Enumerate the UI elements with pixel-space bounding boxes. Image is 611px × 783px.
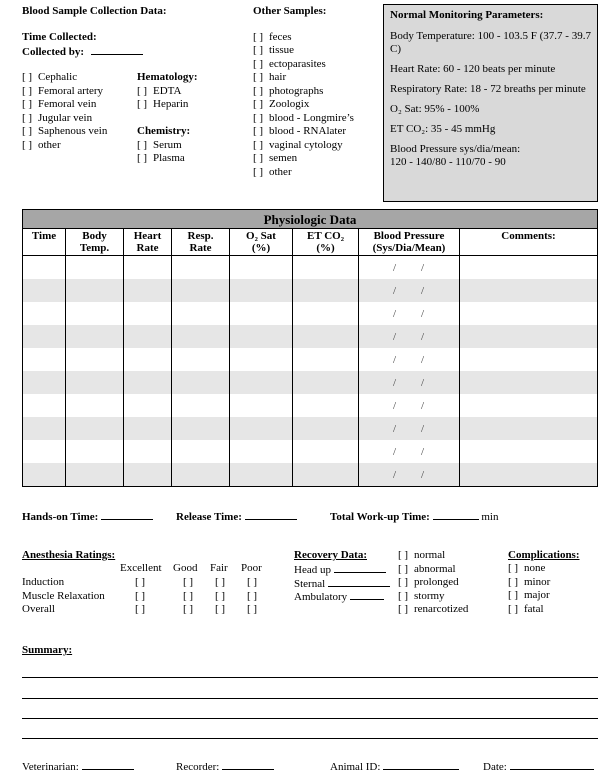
checkbox[interactable]: [ ]	[22, 125, 33, 137]
checkbox[interactable]: [ ]	[247, 589, 258, 602]
checkbox[interactable]: [ ]	[135, 576, 146, 588]
table-cell[interactable]	[124, 348, 172, 371]
monitoring-parameters-box	[383, 4, 598, 202]
table-cell[interactable]	[460, 325, 598, 348]
checkbox[interactable]: [ ]	[253, 31, 264, 43]
table-cell[interactable]	[23, 371, 66, 394]
hands-on-time-field[interactable]: Hands-on Time:	[22, 509, 153, 524]
table-cell[interactable]	[230, 302, 293, 325]
table-cell[interactable]	[124, 417, 172, 440]
table-cell[interactable]	[359, 440, 460, 463]
other-samples-title: Other Samples:	[253, 5, 327, 17]
table-cell[interactable]	[66, 256, 124, 280]
table-cell[interactable]	[230, 394, 293, 417]
table-cell[interactable]	[359, 302, 460, 325]
bp-separator: /	[421, 422, 426, 435]
recovery-option[interactable]: [ ] prolonged	[398, 576, 459, 588]
checkbox[interactable]: [ ]	[135, 589, 146, 602]
table-cell[interactable]	[66, 417, 124, 440]
table-row	[23, 279, 598, 302]
collected-by-label: Collected by:	[22, 46, 85, 58]
summary-line[interactable]	[22, 718, 598, 719]
collected-by-blank[interactable]	[91, 44, 143, 55]
scale-poor: Poor	[241, 562, 262, 574]
table-cell[interactable]	[172, 302, 230, 325]
table-cell[interactable]	[172, 348, 230, 371]
recovery-blank[interactable]	[350, 589, 384, 600]
table-cell[interactable]	[172, 463, 230, 487]
table-cell[interactable]	[359, 463, 460, 487]
recovery-option[interactable]: [ ] normal	[398, 549, 446, 561]
other-sample-item[interactable]: [ ] hair	[253, 71, 287, 83]
table-cell[interactable]	[230, 256, 293, 280]
anesthesia-row-label: Muscle Relaxation	[22, 589, 105, 602]
bp-separator: /	[392, 284, 397, 297]
table-cell[interactable]	[124, 302, 172, 325]
table-cell[interactable]	[23, 463, 66, 487]
table-cell[interactable]	[124, 371, 172, 394]
checkbox[interactable]: [ ]	[247, 576, 258, 588]
bp-separator: /	[392, 261, 397, 274]
site-item[interactable]: [ ] Femoral artery	[22, 85, 104, 97]
table-cell[interactable]	[460, 463, 598, 487]
table-cell[interactable]	[359, 371, 460, 394]
table-cell[interactable]	[359, 348, 460, 371]
table-row	[23, 394, 598, 417]
summary-line[interactable]	[22, 698, 598, 699]
checkbox[interactable]: [ ]	[398, 589, 409, 602]
other-sample-item[interactable]: [ ] feces	[253, 31, 292, 43]
checkbox[interactable]: [ ]	[137, 98, 148, 110]
table-cell[interactable]	[66, 394, 124, 417]
bp-separator: /	[421, 376, 426, 389]
bp-separator: /	[421, 445, 426, 458]
checkbox[interactable]: [ ]	[22, 85, 33, 97]
col-etco2: ET CO₂ (%)	[293, 229, 359, 256]
table-cell[interactable]	[66, 279, 124, 302]
checkbox[interactable]: [ ]	[253, 85, 264, 97]
bp-separator: /	[392, 445, 397, 458]
col-heart-rate: Heart Rate	[124, 229, 172, 256]
checkbox[interactable]: [ ]	[253, 139, 264, 151]
table-cell[interactable]	[293, 371, 359, 394]
bp-label: Blood Pressure sys/dia/mean:	[390, 143, 521, 155]
table-cell[interactable]	[23, 348, 66, 371]
table-cell[interactable]	[293, 279, 359, 302]
other-sample-item[interactable]: [ ] Zoologix	[253, 98, 310, 110]
checkbox[interactable]: [ ]	[508, 602, 519, 615]
bp-separator: /	[392, 353, 397, 366]
checkbox[interactable]: [ ]	[22, 139, 33, 151]
other-sample-item[interactable]: [ ] other	[253, 166, 292, 178]
site-item[interactable]: [ ] Cephalic	[22, 71, 78, 83]
table-cell[interactable]	[172, 256, 230, 280]
table-cell[interactable]	[172, 394, 230, 417]
col-resp-rate: Resp. Rate	[172, 229, 230, 256]
hands-on-blank[interactable]	[101, 509, 153, 520]
animal-id-field[interactable]: Animal ID:	[330, 759, 459, 774]
col-body-temp: Body Temp.	[66, 229, 124, 256]
table-cell[interactable]	[359, 279, 460, 302]
checkbox[interactable]: [ ]	[253, 71, 264, 83]
table-row	[23, 440, 598, 463]
other-sample-item[interactable]: [ ] tissue	[253, 44, 295, 56]
table-cell[interactable]	[23, 256, 66, 280]
checkbox[interactable]: [ ]	[398, 549, 409, 561]
col-time: Time	[23, 229, 66, 256]
chemistry-item[interactable]: [ ] Plasma	[137, 152, 185, 164]
table-cell[interactable]	[23, 417, 66, 440]
chemistry-title: Chemistry:	[137, 125, 191, 137]
other-sample-item[interactable]: [ ] blood - RNAlater	[253, 125, 346, 137]
checkbox[interactable]: [ ]	[253, 44, 264, 56]
bp-value: 120 - 140/80 - 110/70 - 90	[390, 156, 506, 168]
checkbox[interactable]: [ ]	[137, 152, 148, 164]
site-item[interactable]: [ ] other	[22, 139, 61, 151]
table-cell[interactable]	[66, 371, 124, 394]
col-blood-pressure: Blood Pressure (Sys/Dia/Mean)	[359, 229, 460, 256]
release-blank[interactable]	[245, 509, 297, 520]
recovery-option[interactable]: [ ] abnormal	[398, 562, 456, 575]
table-row	[23, 348, 598, 371]
time-collected-label: Time Collected:	[22, 31, 97, 43]
table-cell[interactable]	[293, 394, 359, 417]
table-cell[interactable]	[23, 394, 66, 417]
other-sample-item[interactable]: [ ] blood - Longmire’s	[253, 112, 354, 124]
table-cell[interactable]	[359, 256, 460, 280]
bp-separator: /	[392, 468, 397, 481]
table-cell[interactable]	[66, 348, 124, 371]
checkbox[interactable]: [ ]	[22, 112, 33, 124]
checkbox[interactable]: [ ]	[398, 562, 409, 575]
col-comments: Comments:	[460, 229, 598, 256]
table-cell[interactable]	[359, 417, 460, 440]
table-cell[interactable]	[66, 440, 124, 463]
table-cell[interactable]	[66, 325, 124, 348]
collected-by-field[interactable]	[22, 44, 143, 59]
recovery-row[interactable]: Sternal	[294, 576, 390, 591]
other-sample-item[interactable]: [ ] ectoparasites	[253, 58, 326, 70]
table-cell[interactable]	[23, 325, 66, 348]
checkbox[interactable]: [ ]	[508, 575, 519, 588]
site-item[interactable]: [ ] Saphenous vein	[22, 125, 108, 137]
bp-range	[390, 143, 591, 169]
recovery-title: Recovery Data:	[294, 549, 367, 561]
checkbox[interactable]: [ ]	[398, 576, 409, 588]
scale-fair: Fair	[210, 562, 228, 574]
chemistry-item[interactable]: [ ] Serum	[137, 139, 182, 151]
checkbox[interactable]: [ ]	[247, 603, 258, 615]
checkbox[interactable]: [ ]	[253, 166, 264, 178]
table-cell[interactable]	[293, 348, 359, 371]
bp-separator: /	[421, 399, 426, 412]
table-cell[interactable]	[23, 440, 66, 463]
site-item[interactable]: [ ] Jugular vein	[22, 112, 93, 124]
table-cell[interactable]	[460, 348, 598, 371]
complication-option[interactable]: [ ] fatal	[508, 602, 544, 615]
complication-option[interactable]: [ ] none	[508, 562, 546, 574]
heart-rate-range: Heart Rate: 60 - 120 beats per minute	[390, 63, 556, 75]
bp-separator: /	[421, 468, 426, 481]
table-cell[interactable]	[460, 417, 598, 440]
table-cell[interactable]	[124, 463, 172, 487]
summary-line[interactable]	[22, 738, 598, 739]
site-item[interactable]: [ ] Femoral vein	[22, 98, 97, 110]
recorder-blank[interactable]	[222, 759, 274, 770]
table-cell[interactable]	[23, 279, 66, 302]
col-o2-sat: O₂ Sat (%)	[230, 229, 293, 256]
bp-separator: /	[421, 330, 426, 343]
blood-sample-title: Blood Sample Collection Data:	[22, 5, 167, 17]
bp-separator: /	[421, 307, 426, 320]
checkbox[interactable]: [ ]	[183, 603, 194, 615]
table-cell[interactable]	[124, 256, 172, 280]
anesthesia-title: Anesthesia Ratings:	[22, 549, 116, 561]
table-cell[interactable]	[124, 325, 172, 348]
checkbox[interactable]: [ ]	[215, 603, 226, 615]
bp-separator: /	[421, 353, 426, 366]
checkbox[interactable]: [ ]	[508, 562, 519, 574]
recovery-row[interactable]: Head up	[294, 562, 386, 577]
table-cell[interactable]	[124, 279, 172, 302]
checkbox[interactable]: [ ]	[253, 125, 264, 137]
table-cell[interactable]	[230, 325, 293, 348]
total-workup-blank[interactable]	[433, 509, 479, 520]
table-cell[interactable]	[460, 256, 598, 280]
table-cell[interactable]	[23, 302, 66, 325]
other-sample-item[interactable]: [ ] photographs	[253, 85, 324, 97]
complication-option[interactable]: [ ] major	[508, 589, 550, 601]
recovery-blank[interactable]	[334, 562, 386, 573]
animal-id-blank[interactable]	[383, 759, 459, 770]
veterinarian-blank[interactable]	[82, 759, 134, 770]
physiologic-title: Physiologic Data	[23, 210, 598, 229]
table-cell[interactable]	[230, 463, 293, 487]
recovery-option[interactable]: [ ] renarcotized	[398, 603, 469, 615]
table-row	[23, 256, 598, 280]
table-cell[interactable]	[293, 440, 359, 463]
table-cell[interactable]	[230, 440, 293, 463]
table-cell[interactable]	[66, 463, 124, 487]
table-cell[interactable]	[172, 325, 230, 348]
table-cell[interactable]	[460, 302, 598, 325]
table-cell[interactable]	[230, 348, 293, 371]
table-cell[interactable]	[172, 440, 230, 463]
date-field[interactable]: Date:	[483, 759, 594, 774]
complication-option[interactable]: [ ] minor	[508, 575, 551, 588]
table-cell[interactable]	[460, 394, 598, 417]
summary-line[interactable]	[22, 677, 598, 678]
checkbox[interactable]: [ ]	[253, 112, 264, 124]
veterinarian-field[interactable]: Veterinarian:	[22, 759, 134, 774]
table-cell[interactable]	[230, 279, 293, 302]
table-cell[interactable]	[172, 279, 230, 302]
bp-separator: /	[392, 330, 397, 343]
table-cell[interactable]	[293, 302, 359, 325]
bp-separator: /	[421, 261, 426, 274]
table-cell[interactable]	[172, 417, 230, 440]
hematology-item[interactable]: [ ] EDTA	[137, 85, 182, 97]
table-cell[interactable]	[66, 302, 124, 325]
table-cell[interactable]	[172, 371, 230, 394]
bp-separator: /	[392, 399, 397, 412]
recovery-row[interactable]: Ambulatory	[294, 589, 384, 604]
checkbox[interactable]: [ ]	[253, 98, 264, 110]
recovery-blank[interactable]	[328, 576, 390, 587]
bp-separator: /	[392, 422, 397, 435]
other-sample-item[interactable]: [ ] vaginal cytology	[253, 139, 343, 151]
checkbox[interactable]: [ ]	[215, 576, 226, 588]
checkbox[interactable]: [ ]	[253, 152, 264, 164]
table-cell[interactable]	[460, 440, 598, 463]
release-time-field[interactable]: Release Time:	[176, 509, 297, 524]
bp-separator: /	[421, 284, 426, 297]
table-cell[interactable]	[293, 256, 359, 280]
table-cell[interactable]	[293, 417, 359, 440]
table-cell[interactable]	[460, 371, 598, 394]
body-temp-range: Body Temperature: 100 - 103.5 F (37.7 - 39.7 C)	[390, 30, 591, 55]
monitoring-title: Normal Monitoring Parameters:	[390, 9, 544, 21]
checkbox[interactable]: [ ]	[253, 58, 264, 70]
table-cell[interactable]	[230, 417, 293, 440]
checkbox[interactable]: [ ]	[508, 589, 519, 601]
table-cell[interactable]	[359, 325, 460, 348]
table-row	[23, 417, 598, 440]
o2-sat-range: O₂ Sat: 95% - 100%	[390, 103, 480, 115]
etco2-range: ET CO₂: 35 - 45 mmHg	[390, 123, 496, 135]
bp-separator: /	[392, 376, 397, 389]
hematology-item[interactable]: [ ] Heparin	[137, 98, 189, 110]
anesthesia-row-label: Induction	[22, 576, 65, 588]
recorder-field[interactable]: Recorder:	[176, 759, 274, 774]
checkbox[interactable]: [ ]	[398, 603, 409, 615]
table-row	[23, 325, 598, 348]
table-cell[interactable]	[293, 325, 359, 348]
scale-good: Good	[173, 562, 198, 574]
checkbox[interactable]: [ ]	[22, 98, 33, 110]
table-cell[interactable]	[124, 440, 172, 463]
recovery-option[interactable]: [ ] stormy	[398, 589, 445, 602]
date-blank[interactable]	[510, 759, 594, 770]
resp-rate-range: Respiratory Rate: 18 - 72 breaths per minute	[390, 83, 586, 95]
checkbox[interactable]: [ ]	[22, 71, 33, 83]
other-sample-item[interactable]: [ ] semen	[253, 152, 298, 164]
table-row	[23, 371, 598, 394]
scale-excellent: Excellent	[120, 562, 162, 574]
table-cell[interactable]	[359, 394, 460, 417]
checkbox[interactable]: [ ]	[137, 85, 148, 97]
summary-title: Summary:	[22, 644, 73, 656]
table-cell[interactable]	[460, 279, 598, 302]
bp-separator: /	[392, 307, 397, 320]
complications-title: Complications:	[508, 549, 580, 561]
anesthesia-row-label: Overall	[22, 603, 55, 615]
total-workup-field[interactable]: Total Work-up Time: min	[330, 511, 499, 523]
checkbox[interactable]: [ ]	[135, 603, 146, 615]
checkbox[interactable]: [ ]	[137, 139, 148, 151]
checkbox[interactable]: [ ]	[183, 589, 194, 602]
table-row	[23, 463, 598, 487]
checkbox[interactable]: [ ]	[215, 589, 226, 602]
table-cell[interactable]	[124, 394, 172, 417]
table-cell[interactable]	[293, 463, 359, 487]
checkbox[interactable]: [ ]	[183, 576, 194, 588]
table-cell[interactable]	[230, 371, 293, 394]
physiologic-data-table	[22, 209, 598, 487]
table-row	[23, 302, 598, 325]
hematology-title: Hematology:	[137, 71, 198, 83]
